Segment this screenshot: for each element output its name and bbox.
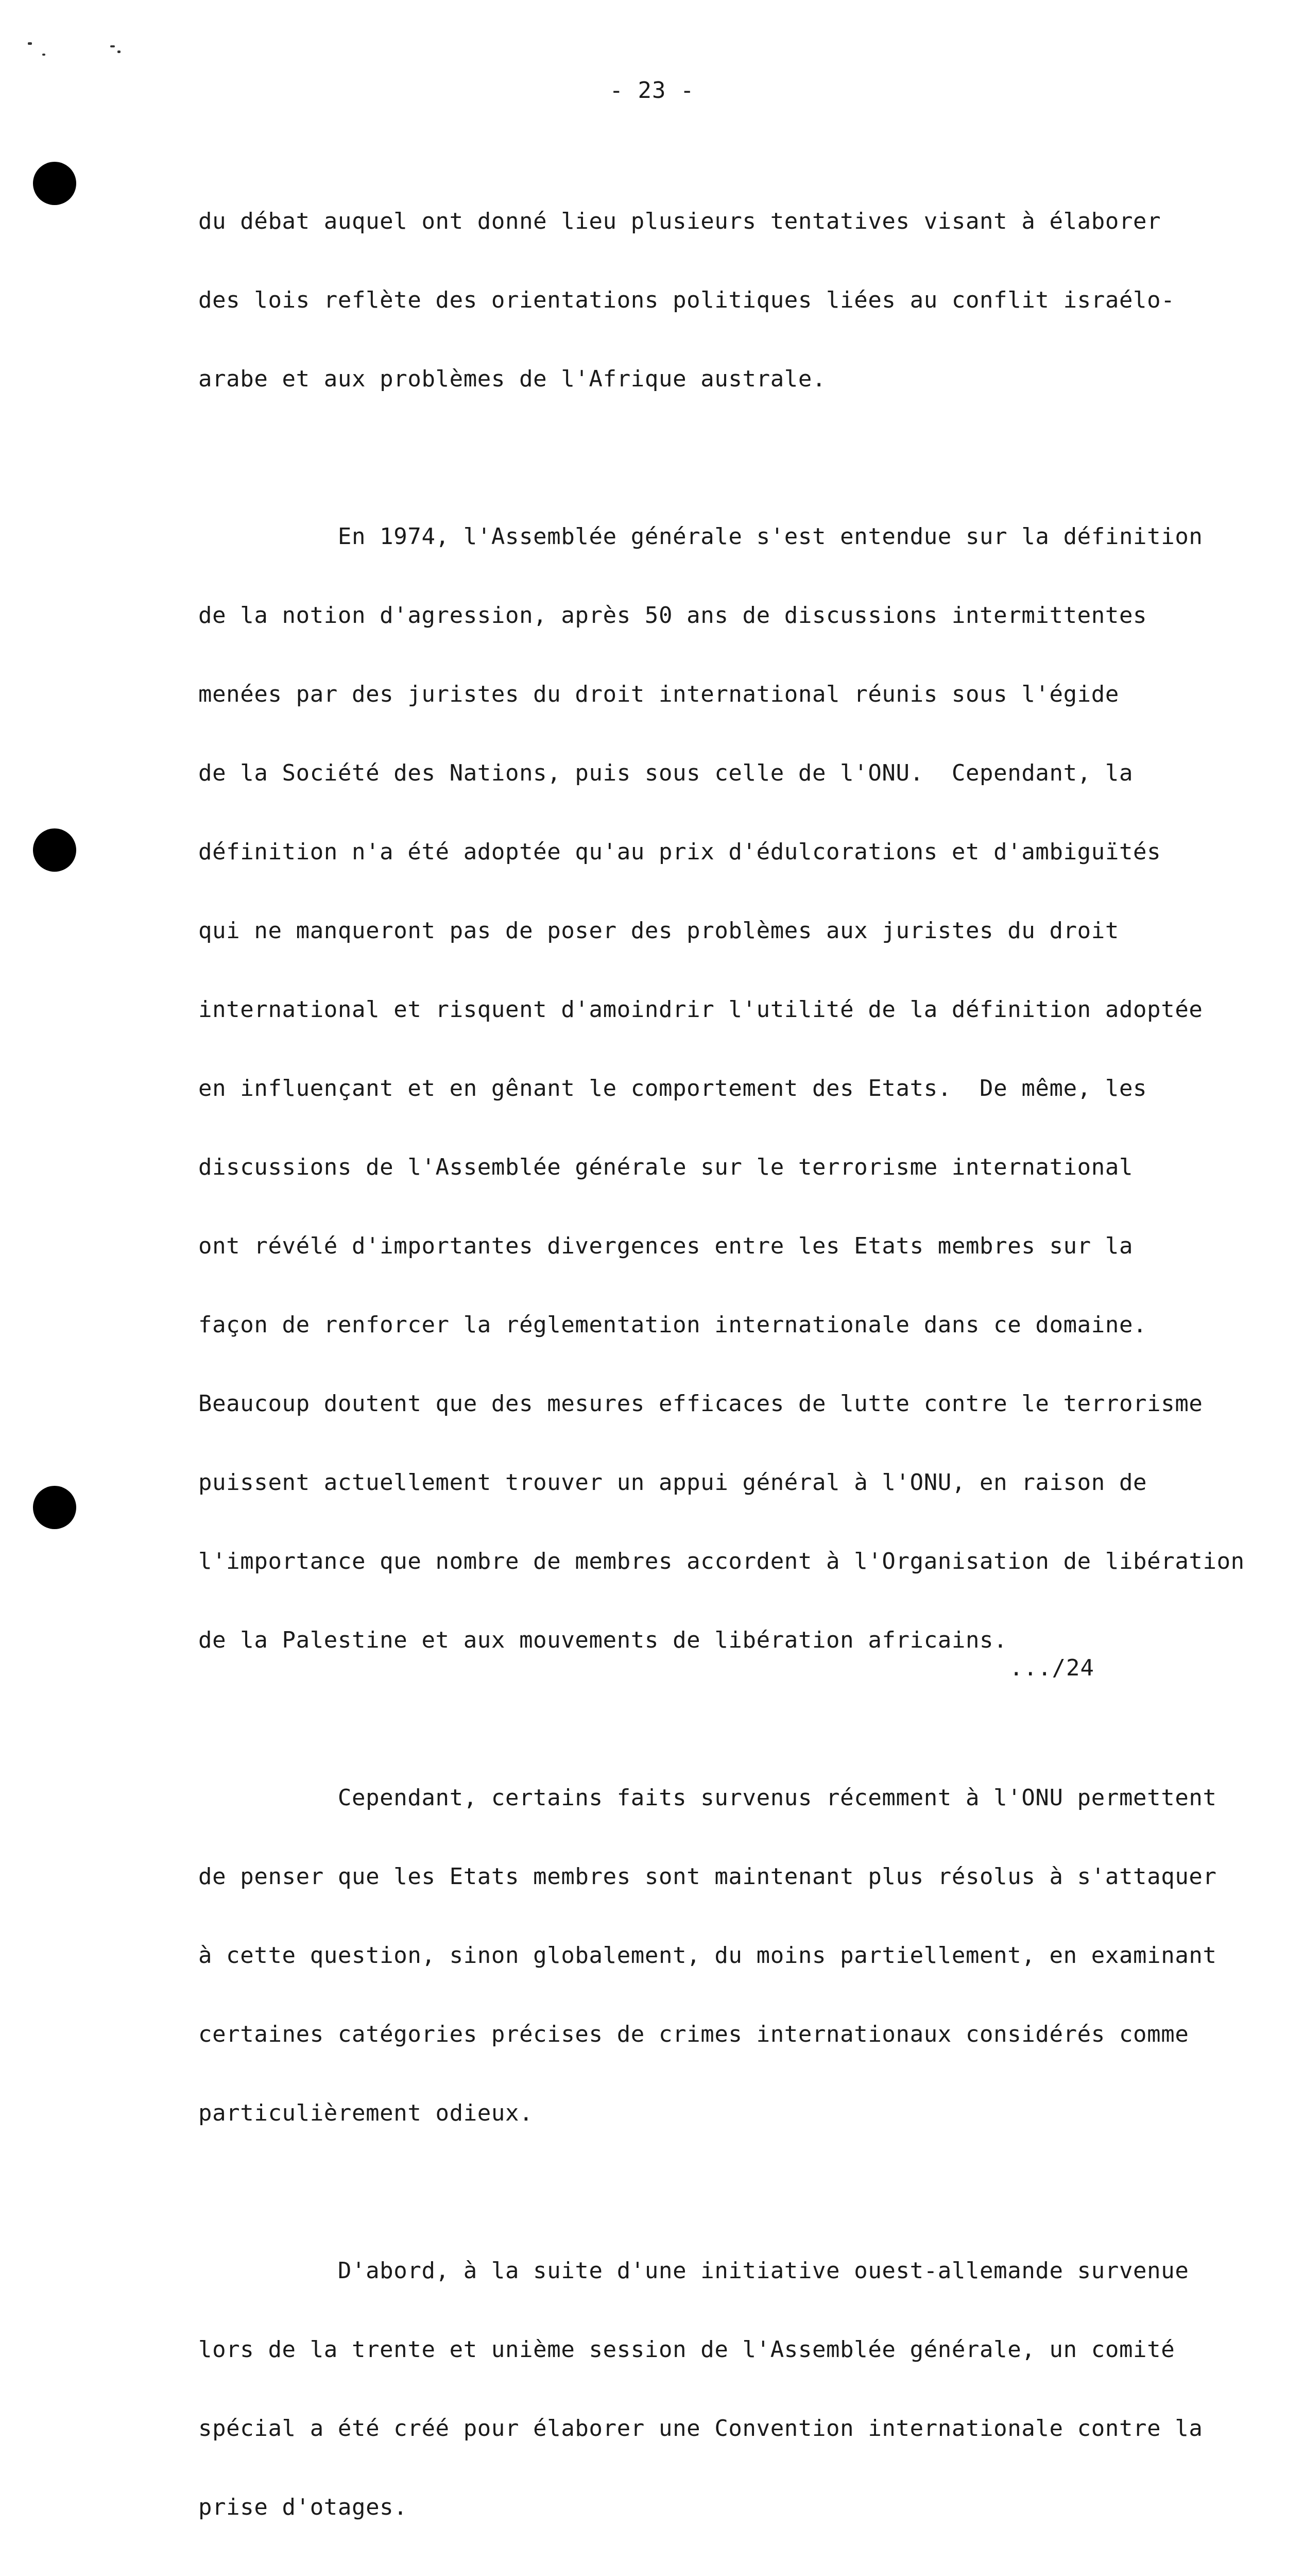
text-line: en influençant et en gênant le comportement des Etats. De même, les [198, 1075, 1147, 1101]
text-line: D'abord, à la suite d'une initiative ouest-allemande survenue [198, 2258, 1189, 2284]
scan-speck [117, 50, 121, 53]
text-line: puissent actuellement trouver un appui général à l'ONU, en raison de [198, 1469, 1147, 1496]
text-line: arabe et aux problèmes de l'Afrique australe. [198, 366, 827, 392]
text-line: de penser que les Etats membres sont maintenant plus résolus à s'attaquer [198, 1863, 1217, 1890]
scan-speck [28, 42, 32, 45]
punch-hole [33, 1486, 76, 1529]
text-line: En 1974, l'Assemblée générale s'est entendue sur la définition [198, 523, 1203, 550]
text-line: à cette question, sinon globalement, du moins partiellement, en examinant [198, 1942, 1217, 1969]
scan-speck [42, 54, 45, 56]
scan-speck [110, 45, 115, 47]
text-line: Beaucoup doutent que des mesures efficaces de lutte contre le terrorisme [198, 1391, 1203, 1417]
text-line: particulièrement odieux. [198, 2100, 534, 2126]
text-line: lors de la trente et unième session de l'Assemblée générale, un comité [198, 2336, 1175, 2363]
page-number: - 23 - [609, 77, 695, 104]
text-line: de la Palestine et aux mouvements de libération africains. [198, 1627, 1008, 1653]
text-line: façon de renforcer la réglementation internationale dans ce domaine. [198, 1312, 1147, 1338]
punch-hole [33, 162, 76, 205]
continuation-marker: .../24 [1009, 1655, 1094, 1681]
punch-hole [33, 828, 76, 872]
text-line: du débat auquel ont donné lieu plusieurs tentatives visant à élaborer [198, 208, 1161, 234]
text-line: des lois reflète des orientations politiques liées au conflit israélo- [198, 287, 1175, 313]
text-line: Cependant, certains faits survenus récemment à l'ONU permettent [198, 1785, 1217, 1811]
paragraph [198, 156, 1175, 445]
text-line: de la Société des Nations, puis sous celle de l'ONU. Cependant, la [198, 760, 1134, 786]
body-text [198, 156, 1245, 2576]
paragraph [198, 471, 1245, 1706]
paragraph [198, 2205, 1203, 2573]
text-line: l'importance que nombre de membres accordent à l'Organisation de libération [198, 1548, 1245, 1574]
paragraph [198, 1732, 1217, 2179]
text-line: de la notion d'agression, après 50 ans de discussions intermittentes [198, 602, 1147, 629]
text-line: définition n'a été adoptée qu'au prix d'édulcorations et d'ambiguïtés [198, 839, 1161, 865]
text-line: ont révélé d'importantes divergences entre les Etats membres sur la [198, 1233, 1134, 1259]
text-line: qui ne manqueront pas de poser des problèmes aux juristes du droit [198, 918, 1119, 944]
text-line: international et risquent d'amoindrir l'utilité de la définition adoptée [198, 996, 1203, 1023]
text-line: certaines catégories précises de crimes internationaux considérés comme [198, 2021, 1189, 2047]
text-line: spécial a été créé pour élaborer une Convention internationale contre la [198, 2415, 1203, 2442]
text-line: menées par des juristes du droit international réunis sous l'égide [198, 681, 1119, 707]
text-line: discussions de l'Assemblée générale sur le terrorisme international [198, 1154, 1134, 1180]
text-line: prise d'otages. [198, 2494, 408, 2520]
